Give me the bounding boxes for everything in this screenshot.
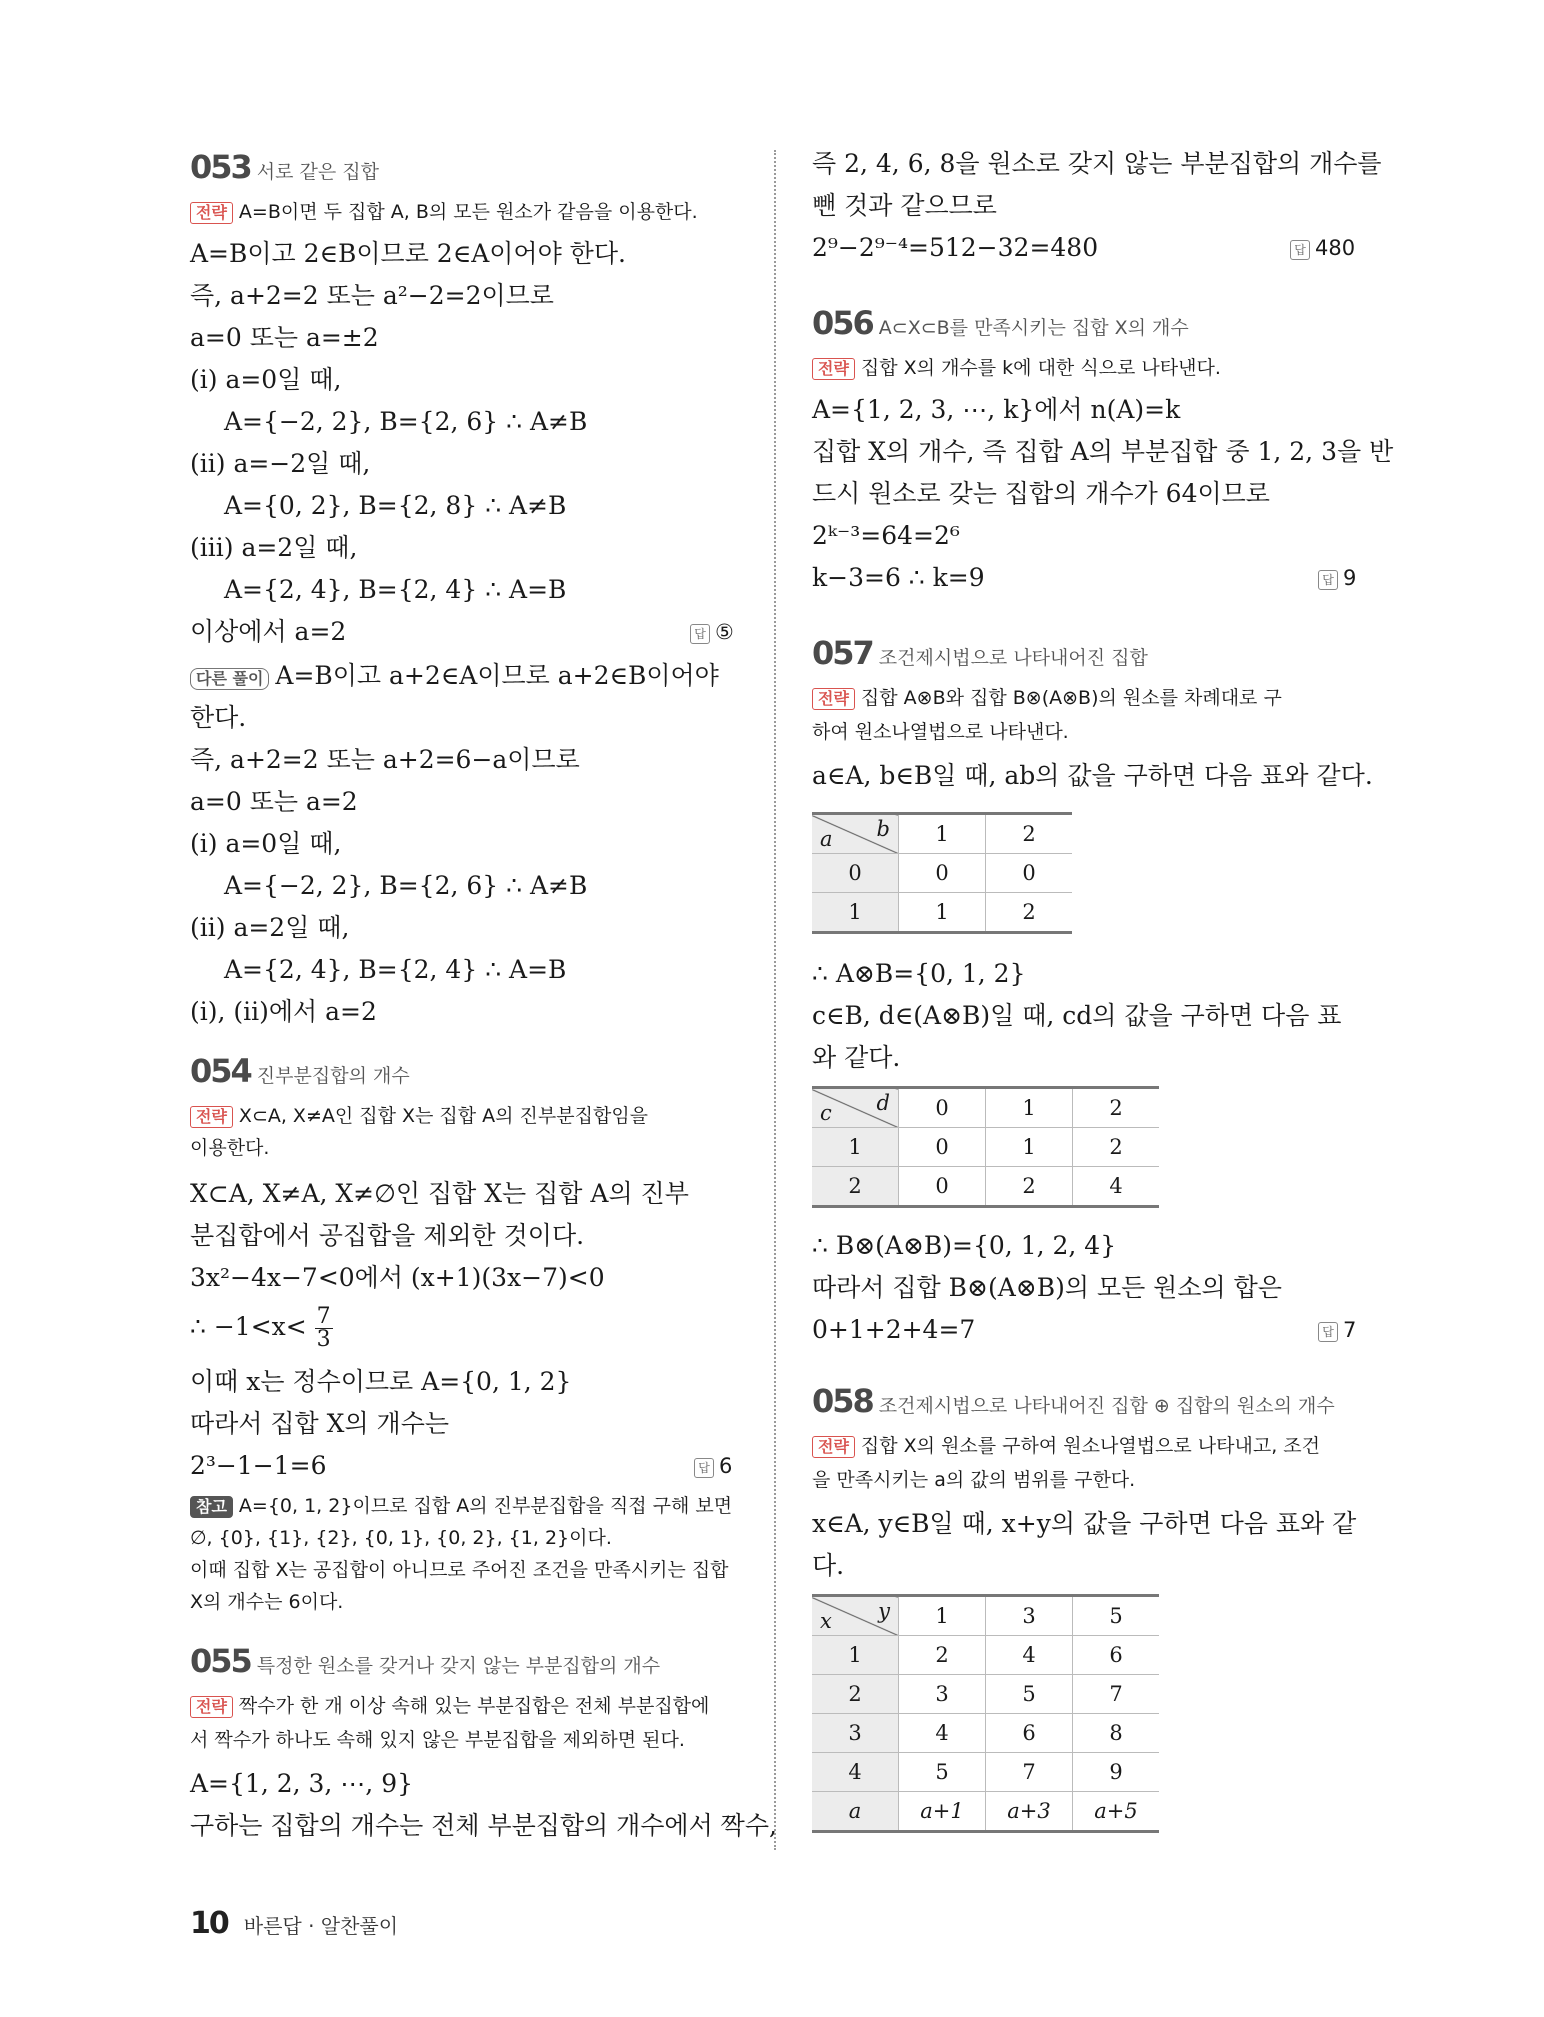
conclusion-line: 0+1+2+4=7 bbox=[812, 1315, 976, 1344]
table-cell: 8 bbox=[1073, 1714, 1160, 1753]
table-cell: 4 bbox=[1073, 1167, 1160, 1207]
sum-table-xy bbox=[812, 1594, 1159, 1833]
solution-line: 2ᵏ⁻³=64=2⁶ bbox=[812, 521, 960, 550]
answer-icon: 답 bbox=[1290, 240, 1310, 260]
table-corner: d c bbox=[812, 1088, 899, 1128]
book-title: 바른답 · 알찬풀이 bbox=[243, 1914, 399, 1938]
table-cell: 7 bbox=[986, 1753, 1073, 1792]
note-tag: 참고 bbox=[190, 1496, 233, 1518]
answer-mark bbox=[1318, 1318, 1356, 1342]
table-cell: a+1 bbox=[899, 1792, 986, 1832]
row-header: 0 bbox=[812, 854, 899, 893]
answer-mark bbox=[690, 620, 734, 644]
product-table-ab bbox=[812, 812, 1072, 934]
row-header: 3 bbox=[812, 1714, 899, 1753]
strategy-text: 집합 A⊗B와 집합 B⊗(A⊗B)의 원소를 차례대로 구 bbox=[860, 687, 1282, 709]
case-label: (iii) a=2일 때, bbox=[190, 533, 358, 562]
solution-line: 한다. bbox=[190, 703, 247, 732]
problem-number: 055 bbox=[190, 1642, 251, 1680]
col-header: 1 bbox=[986, 1088, 1073, 1128]
note-line: 이때 집합 X는 공집합이 아니므로 주어진 조건을 만족시키는 집합 bbox=[190, 1559, 729, 1581]
column-divider bbox=[774, 150, 776, 1850]
strategy-tag: 전략 bbox=[812, 688, 855, 710]
table-cell: 2 bbox=[986, 1167, 1073, 1207]
table-corner: b a bbox=[812, 814, 899, 854]
problem-title: 조건제시법으로 나타내어진 집합 bbox=[878, 647, 1148, 669]
problem-number: 057 bbox=[812, 634, 873, 672]
answer-icon: 답 bbox=[694, 1458, 714, 1478]
strategy-line bbox=[190, 1102, 648, 1130]
conclusion-line: 2³−1−1=6 bbox=[190, 1451, 327, 1480]
solution-line: 집합 X의 개수, 즉 집합 A의 부분집합 중 1, 2, 3을 반 bbox=[812, 437, 1394, 466]
solution-line: ∴ B⊗(A⊗B)={0, 1, 2, 4} bbox=[812, 1231, 1117, 1260]
table-cell: 4 bbox=[986, 1636, 1073, 1675]
table-cell: 5 bbox=[899, 1753, 986, 1792]
table-cell: 1 bbox=[986, 1128, 1073, 1167]
solution-line: 와 같다. bbox=[812, 1043, 901, 1072]
problem-title: A⊂X⊂B를 만족시키는 집합 X의 개수 bbox=[878, 317, 1189, 339]
problem-number: 056 bbox=[812, 304, 873, 342]
table-cell: 0 bbox=[899, 854, 986, 893]
col-header: 5 bbox=[1073, 1596, 1160, 1636]
strategy-line bbox=[190, 1692, 709, 1720]
inequality-line: ∴ −1<x< $\frac{7}{3}$ bbox=[190, 1304, 331, 1352]
case-result: A={2, 4}, B={2, 4} ∴ A=B bbox=[224, 955, 567, 984]
page-number: 10 bbox=[190, 1906, 228, 1941]
solution-line: 따라서 집합 X의 개수는 bbox=[190, 1409, 449, 1438]
table-cell: 0 bbox=[899, 1128, 986, 1167]
problem-title: 서로 같은 집합 bbox=[256, 161, 380, 183]
problem-057-header bbox=[812, 634, 1148, 672]
row-header: 4 bbox=[812, 1753, 899, 1792]
strategy-line bbox=[190, 198, 698, 226]
note-line: X의 개수는 6이다. bbox=[190, 1591, 344, 1613]
case-label: (i) a=0일 때, bbox=[190, 365, 342, 394]
solution-line: A=B이고 2∈B이므로 2∈A이어야 한다. bbox=[190, 239, 626, 268]
table-cell: 0 bbox=[899, 1167, 986, 1207]
answer-value: 9 bbox=[1343, 566, 1357, 590]
table-cell: 5 bbox=[986, 1675, 1073, 1714]
table-cell: 2 bbox=[1073, 1128, 1160, 1167]
alt-solution-tag: 다른 풀이 bbox=[190, 668, 269, 690]
col-header: 2 bbox=[1073, 1088, 1160, 1128]
strategy-line bbox=[812, 684, 1282, 712]
answer-icon: 답 bbox=[690, 624, 710, 644]
case-label: (i) a=0일 때, bbox=[190, 829, 342, 858]
strategy-text: 짝수가 한 개 이상 속해 있는 부분집합은 전체 부분집합에 bbox=[238, 1695, 710, 1717]
table-cell: 2 bbox=[899, 1636, 986, 1675]
col-header: 3 bbox=[986, 1596, 1073, 1636]
solution-line: 즉 2, 4, 6, 8을 원소로 갖지 않는 부분집합의 개수를 bbox=[812, 149, 1382, 178]
answer-icon: 답 bbox=[1318, 570, 1338, 590]
table-cell: 2 bbox=[986, 893, 1073, 933]
row-header: 2 bbox=[812, 1167, 899, 1207]
solution-line: x∈A, y∈B일 때, x+y의 값을 구하면 다음 표와 같 bbox=[812, 1509, 1357, 1538]
table-cell: 0 bbox=[986, 854, 1073, 893]
problem-title: 진부분집합의 개수 bbox=[256, 1065, 410, 1087]
solution-line: 분집합에서 공집합을 제외한 것이다. bbox=[190, 1221, 585, 1250]
problem-title: 조건제시법으로 나타내어진 집합 ⊕ 집합의 원소의 개수 bbox=[878, 1395, 1335, 1417]
answer-mark bbox=[1318, 566, 1356, 590]
solution-line: 뺀 것과 같으므로 bbox=[812, 191, 997, 220]
table-cell: 1 bbox=[899, 893, 986, 933]
problem-054-header bbox=[190, 1052, 410, 1090]
page-footer bbox=[190, 1906, 398, 1941]
solution-line: A={1, 2, 3, ⋯, k}에서 n(A)=k bbox=[812, 395, 1181, 424]
problem-title: 특정한 원소를 갖거나 갖지 않는 부분집합의 개수 bbox=[256, 1655, 661, 1677]
table-cell: 9 bbox=[1073, 1753, 1160, 1792]
case-result: A={0, 2}, B={2, 8} ∴ A≠B bbox=[224, 491, 567, 520]
problem-058-header bbox=[812, 1382, 1335, 1420]
fraction: $\frac{7}{3}$ bbox=[316, 1304, 331, 1352]
solution-line: a∈A, b∈B일 때, ab의 값을 구하면 다음 표와 같다. bbox=[812, 761, 1373, 790]
row-header: 1 bbox=[812, 1636, 899, 1675]
answer-value: 7 bbox=[1343, 1318, 1357, 1342]
problem-number: 053 bbox=[190, 148, 251, 186]
conclusion-line: k−3=6 ∴ k=9 bbox=[812, 563, 985, 592]
row-header: 1 bbox=[812, 1128, 899, 1167]
note-line: 참고 A={0, 1, 2}이므로 집합 A의 진부분집합을 직접 구해 보면 bbox=[190, 1492, 732, 1520]
strategy-text: 집합 X의 개수를 k에 대한 식으로 나타낸다. bbox=[860, 357, 1221, 379]
solution-line: 이때 x는 정수이므로 A={0, 1, 2} bbox=[190, 1367, 572, 1396]
case-label: (ii) a=2일 때, bbox=[190, 913, 350, 942]
strategy-tag: 전략 bbox=[190, 1106, 233, 1128]
solution-line: ∴ A⊗B={0, 1, 2} bbox=[812, 959, 1026, 988]
answer-value: 6 bbox=[719, 1454, 733, 1478]
solution-line: 즉, a+2=2 또는 a²−2=2이므로 bbox=[190, 281, 554, 310]
answer-value: 480 bbox=[1315, 236, 1356, 260]
conclusion-line: 2⁹−2⁹⁻⁴=512−32=480 bbox=[812, 233, 1099, 262]
strategy-line bbox=[812, 1432, 1320, 1460]
col-header: 2 bbox=[986, 814, 1073, 854]
table-corner: y x bbox=[812, 1596, 899, 1636]
case-result: A={2, 4}, B={2, 4} ∴ A=B bbox=[224, 575, 567, 604]
problem-number: 058 bbox=[812, 1382, 873, 1420]
solution-line: a=0 또는 a=±2 bbox=[190, 323, 379, 352]
answer-mark bbox=[694, 1454, 732, 1478]
product-table-cd bbox=[812, 1086, 1159, 1208]
problem-055-header bbox=[190, 1642, 660, 1680]
problem-number: 054 bbox=[190, 1052, 251, 1090]
conclusion-line: 이상에서 a=2 bbox=[190, 617, 347, 646]
strategy-text: 을 만족시키는 a의 값의 범위를 구한다. bbox=[812, 1469, 1136, 1491]
problem-053-header bbox=[190, 148, 379, 186]
solution-line: a=0 또는 a=2 bbox=[190, 787, 358, 816]
table-cell: 3 bbox=[899, 1675, 986, 1714]
col-header: 1 bbox=[899, 1596, 986, 1636]
row-header: 2 bbox=[812, 1675, 899, 1714]
strategy-text: A=B이면 두 집합 A, B의 모든 원소가 같음을 이용한다. bbox=[238, 201, 698, 223]
strategy-tag: 전략 bbox=[812, 358, 855, 380]
table-cell: 4 bbox=[899, 1714, 986, 1753]
solution-line: X⊂A, X≠A, X≠∅인 집합 X는 집합 A의 진부 bbox=[190, 1179, 689, 1208]
solution-line: 즉, a+2=2 또는 a+2=6−a이므로 bbox=[190, 745, 580, 774]
solution-line: 구하는 집합의 개수는 전체 부분집합의 개수에서 짝수, bbox=[190, 1811, 777, 1840]
solution-line: 다. bbox=[812, 1551, 845, 1580]
table-cell: a+3 bbox=[986, 1792, 1073, 1832]
solution-line: 드시 원소로 갖는 집합의 개수가 64이므로 bbox=[812, 479, 1270, 508]
strategy-line bbox=[812, 354, 1221, 382]
table-cell: a+5 bbox=[1073, 1792, 1160, 1832]
row-header: a bbox=[812, 1792, 899, 1832]
answer-value: ⑤ bbox=[715, 620, 734, 644]
problem-056-header bbox=[812, 304, 1189, 342]
solution-line: 따라서 집합 B⊗(A⊗B)의 모든 원소의 합은 bbox=[812, 1273, 1282, 1302]
case-result: A={−2, 2}, B={2, 6} ∴ A≠B bbox=[224, 871, 588, 900]
answer-icon: 답 bbox=[1318, 1322, 1338, 1342]
conclusion-line: (i), (ii)에서 a=2 bbox=[190, 997, 377, 1026]
table-cell: 7 bbox=[1073, 1675, 1160, 1714]
strategy-tag: 전략 bbox=[812, 1436, 855, 1458]
col-header: 1 bbox=[899, 814, 986, 854]
case-result: A={−2, 2}, B={2, 6} ∴ A≠B bbox=[224, 407, 588, 436]
strategy-tag: 전략 bbox=[190, 202, 233, 224]
strategy-text: 집합 X의 원소를 구하여 원소나열법으로 나타내고, 조건 bbox=[860, 1435, 1321, 1457]
strategy-text: X⊂A, X≠A인 집합 X는 집합 A의 진부분집합임을 bbox=[238, 1105, 649, 1127]
alt-solution-line: 다른 풀이 A=B이고 a+2∈A이므로 a+2∈B이어야 bbox=[190, 660, 719, 692]
table-cell: 6 bbox=[1073, 1636, 1160, 1675]
solution-line: 3x²−4x−7<0에서 (x+1)(3x−7)<0 bbox=[190, 1263, 605, 1292]
col-header: 0 bbox=[899, 1088, 986, 1128]
answer-mark bbox=[1290, 236, 1355, 260]
strategy-text: 서 짝수가 하나도 속해 있지 않은 부분집합을 제외하면 된다. bbox=[190, 1729, 685, 1751]
note-line: ∅, {0}, {1}, {2}, {0, 1}, {0, 2}, {1, 2}이다. bbox=[190, 1527, 612, 1549]
solution-line: A={1, 2, 3, ⋯, 9} bbox=[190, 1769, 414, 1798]
table-cell: 6 bbox=[986, 1714, 1073, 1753]
row-header: 1 bbox=[812, 893, 899, 933]
solution-line: c∈B, d∈(A⊗B)일 때, cd의 값을 구하면 다음 표 bbox=[812, 1001, 1342, 1030]
case-label: (ii) a=−2일 때, bbox=[190, 449, 371, 478]
strategy-text: 이용한다. bbox=[190, 1137, 270, 1159]
strategy-text: 하여 원소나열법으로 나타낸다. bbox=[812, 721, 1069, 743]
strategy-tag: 전략 bbox=[190, 1696, 233, 1718]
